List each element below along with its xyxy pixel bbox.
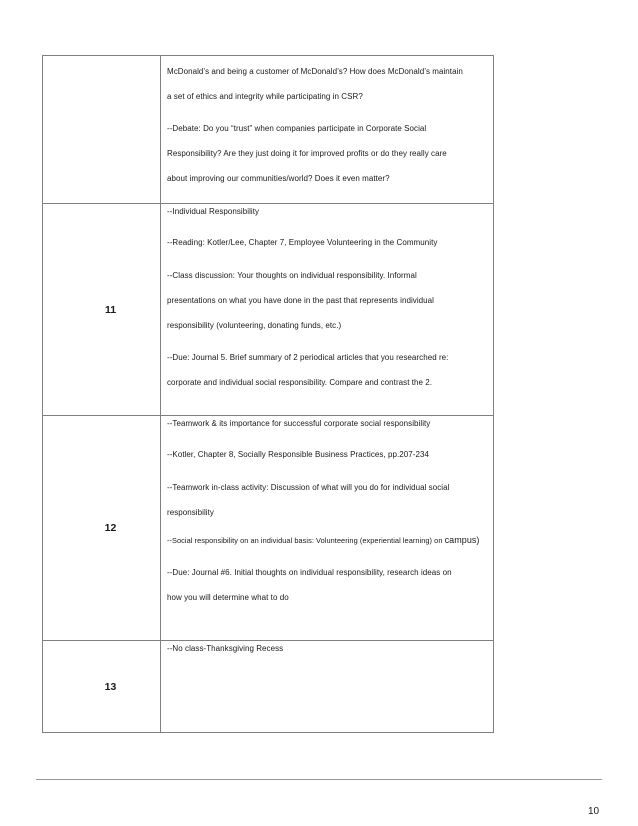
content-line: --Due: Journal 5. Brief summary of 2 periodical articles that you researched re: [167, 353, 449, 362]
content-line-text: campus) [444, 535, 480, 545]
page-number: 10 [588, 806, 600, 817]
content-line: --Debate: Do you “trust” when companies participate in Corporate Social [167, 124, 427, 133]
table-row [43, 641, 494, 733]
table-row [43, 204, 494, 416]
week-cell [43, 56, 161, 204]
content-line: responsibility [167, 508, 214, 517]
footer-divider [36, 779, 602, 780]
schedule-table [42, 55, 494, 733]
content-line: --No class-Thanksgiving Recess [167, 644, 284, 653]
content-line: --Kotler, Chapter 8, Socially Responsible Business Practices, pp.207-234 [167, 450, 429, 459]
content-line: how you will determine what to do [167, 593, 289, 602]
content-line-text: --Social responsibility on an individual basis: Volunteering (experiential learning) on [167, 536, 443, 545]
table-row [43, 416, 494, 641]
content-line: a set of ethics and integrity while participating in CSR? [167, 92, 363, 101]
week-number: 13 [104, 680, 117, 693]
content-line: --Class discussion: Your thoughts on individual responsibility. Informal [167, 271, 417, 280]
week-number: 11 [104, 303, 117, 316]
content-line: --Individual Responsibility [167, 207, 260, 216]
content-cell [161, 204, 494, 416]
week-cell [43, 204, 161, 416]
week-number: 12 [104, 522, 117, 534]
table-row [43, 56, 494, 204]
content-line: about improving our communities/world? Does it even matter? [167, 174, 390, 183]
content-line: McDonald’s and being a customer of McDonald’s? How does McDonald’s maintain [167, 67, 463, 76]
content-cell [161, 56, 494, 204]
content-line [167, 534, 489, 547]
content-line: --Teamwork & its importance for successful corporate social responsibility [167, 419, 431, 428]
content-line: corporate and individual social responsibility. Compare and contrast the 2. [167, 378, 433, 387]
content-line: --Due: Journal #6. Initial thoughts on individual responsibility, research ideas on [167, 568, 452, 577]
content-line: presentations on what you have done in the past that represents individual [167, 296, 434, 305]
content-line: Responsibility? Are they just doing it for improved profits or do they really care [167, 149, 447, 158]
content-line: --Reading: Kotler/Lee, Chapter 7, Employee Volunteering in the Community [167, 238, 438, 247]
content-line: --Teamwork in-class activity: Discussion of what will you do for individual social [167, 483, 450, 492]
week-cell [43, 416, 161, 641]
content-line: responsibility (volunteering, donating funds, etc.) [167, 321, 342, 330]
week-cell [43, 641, 161, 733]
content-cell [161, 641, 494, 733]
content-cell [161, 416, 494, 641]
